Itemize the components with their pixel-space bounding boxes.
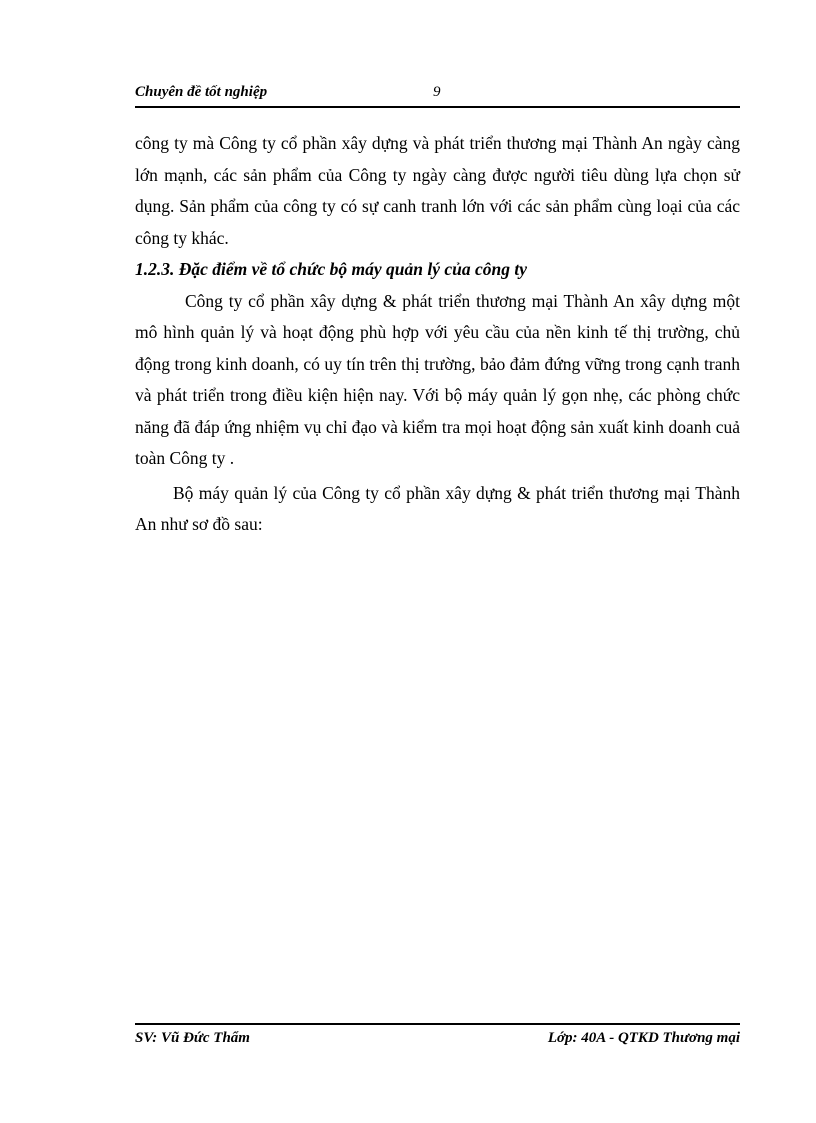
section-heading: 1.2.3. Đặc điểm về tổ chức bộ máy quản lý của công ty bbox=[135, 259, 528, 279]
paragraph-organization: Công ty cổ phần xây dựng & phát triển thương mại Thành An xây dựng một mô hình quản lý và hoạt động phù hợp với yêu cầu của nền kinh tế thị trường, chủ động trong kinh doanh, có uy tín trên thị trường, bảo đảm đứng vững trong cạnh tranh và phát triển trong điều kiện hiện nay. Với bộ máy quản lý gọn nhẹ, các phòng chức năng đã đáp ứng nhiệm vụ chỉ đạo và kiểm tra mọi hoạt động sản xuất kinh doanh cuả toàn Công ty . bbox=[135, 290, 740, 468]
page-number: 9 bbox=[433, 84, 441, 100]
document-body bbox=[135, 128, 740, 541]
paragraph-diagram-intro: Bộ máy quản lý của Công ty cổ phần xây dựng & phát triển thương mại Thành An như sơ đồ sau: bbox=[135, 482, 740, 534]
page-footer bbox=[135, 1023, 740, 1049]
document-title: Chuyên đề tốt nghiệp bbox=[135, 84, 268, 100]
page-header bbox=[135, 84, 740, 108]
class-label: Lớp: 40A - QTKD Thương mại bbox=[547, 1030, 740, 1046]
student-name: SV: Vũ Đức Thẩm bbox=[135, 1030, 250, 1046]
paragraph-intro: công ty mà Công ty cổ phần xây dựng và phát triển thương mại Thành An ngày càng lớn mạnh, các sản phẩm của Công ty ngày càng được người tiêu dùng lựa chọn sử dụng. Sản phẩm của công ty có sự canh tranh lớn với các sản phẩm cùng loại của các công ty khác. bbox=[135, 133, 740, 248]
